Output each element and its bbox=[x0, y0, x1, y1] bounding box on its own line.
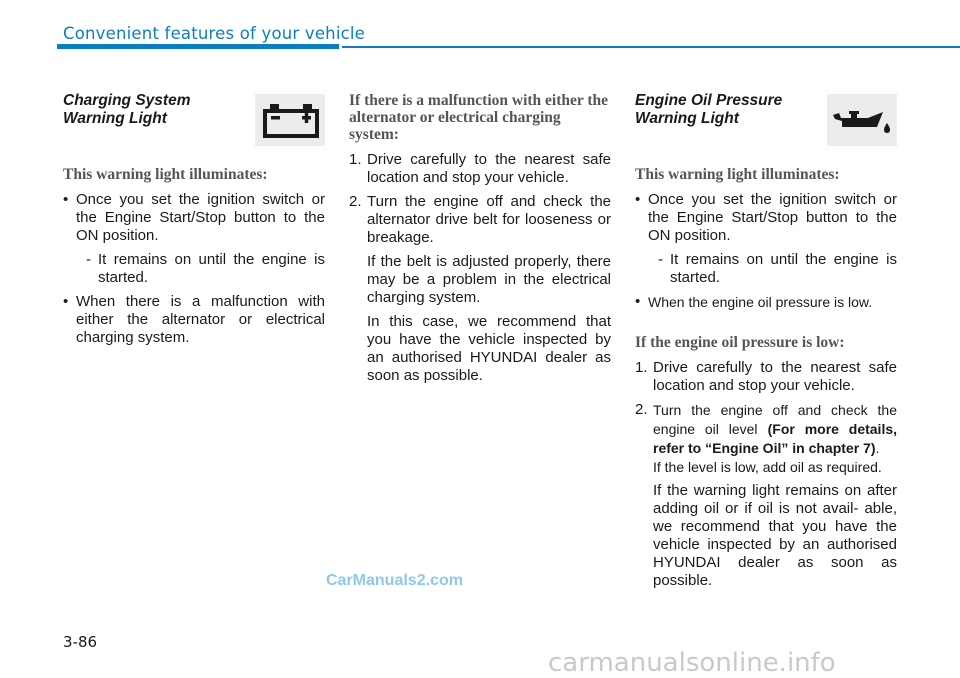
battery-icon bbox=[255, 94, 325, 146]
oil-low-heading: If the engine oil pressure is low: bbox=[635, 334, 845, 351]
oil-icon-box bbox=[827, 94, 897, 146]
step-text: Drive carefully to the nearest safe location and stop your vehicle. bbox=[653, 359, 897, 394]
list-item-text: Once you set the ignition switch or the Engine Start/Stop button to the ON position. bbox=[648, 191, 897, 244]
battery-icon-box bbox=[255, 94, 325, 146]
list-item bbox=[349, 193, 611, 385]
alternator-steps bbox=[349, 151, 611, 385]
dash-marker: - bbox=[658, 251, 663, 268]
oil-steps bbox=[635, 359, 897, 590]
dash-marker: - bbox=[86, 251, 91, 268]
step-number: 2. bbox=[635, 401, 648, 418]
watermark-carmanualsonline: carmanualsonline.info bbox=[548, 648, 836, 678]
header-rule-thick bbox=[57, 44, 339, 49]
alternator-heading: If there is a malfunction with either the alternator or electrical charging system: bbox=[349, 92, 609, 143]
alternator-section bbox=[349, 92, 611, 391]
charging-illuminates-heading: This warning light illuminates: bbox=[63, 166, 268, 183]
list-item bbox=[635, 359, 897, 395]
step-text-end: . bbox=[875, 440, 880, 456]
list-item-text: Once you set the ignition switch or the Engine Start/Stop button to the ON position. bbox=[76, 191, 325, 244]
step-text: Turn the engine off and check the alternator drive belt for looseness or breakage. bbox=[367, 193, 611, 246]
step-paragraph: If the warning light remains on after adding oil or if oil is not avail- able, we recommend that you have the vehicle inspected by an authorised HYUNDAI dealer as soon as possible. bbox=[653, 482, 897, 589]
list-item bbox=[635, 293, 897, 312]
list-item bbox=[635, 401, 897, 590]
page-number: 3-86 bbox=[63, 633, 98, 651]
chapter-title: Convenient features of your vehicle bbox=[63, 24, 366, 43]
list-item-text: When the engine oil pressure is low. bbox=[648, 294, 873, 310]
list-item-text: When there is a malfunction with either the alternator or electrical charging system. bbox=[76, 293, 325, 346]
oil-section bbox=[635, 92, 897, 596]
oil-can-icon bbox=[827, 94, 897, 146]
sub-note-text: It remains on until the engine is started. bbox=[670, 251, 897, 286]
list-item bbox=[349, 151, 611, 187]
list-item bbox=[63, 191, 325, 287]
oil-conditions-list bbox=[635, 191, 897, 312]
charging-section bbox=[63, 92, 325, 353]
charging-conditions-list bbox=[63, 191, 325, 347]
step-paragraph: If the belt is adjusted properly, there may be a problem in the electrical charging system. bbox=[367, 253, 611, 306]
step-text: Drive carefully to the nearest safe location and stop your vehicle. bbox=[367, 151, 611, 186]
chapter-reference: (For more details, refer to “Engine Oil” in chapter 7) bbox=[653, 421, 898, 456]
watermark-carmanuals2: CarManuals2.com bbox=[326, 572, 463, 589]
step-number: 2. bbox=[349, 193, 362, 210]
header-rule-thin bbox=[342, 46, 960, 48]
step-paragraph: In this case, we recommend that you have the vehicle inspected by an authorised HYUNDAI dealer as soon as possible. bbox=[367, 313, 611, 384]
list-item bbox=[63, 293, 325, 347]
sub-note-text: It remains on until the engine is started. bbox=[98, 251, 325, 286]
charging-title: Charging System Warning Light bbox=[63, 92, 191, 127]
step-text-line: If the level is low, add oil as required. bbox=[653, 459, 882, 475]
step-number: 1. bbox=[635, 359, 648, 376]
sub-note bbox=[648, 251, 897, 287]
step-number: 1. bbox=[349, 151, 362, 168]
oil-illuminates-heading: This warning light illuminates: bbox=[635, 166, 840, 183]
sub-note bbox=[76, 251, 325, 287]
step-text: Turn the engine off and check the engine oil level bbox=[653, 402, 897, 437]
list-item bbox=[635, 191, 897, 287]
oil-title: Engine Oil Pressure Warning Light bbox=[635, 92, 783, 127]
